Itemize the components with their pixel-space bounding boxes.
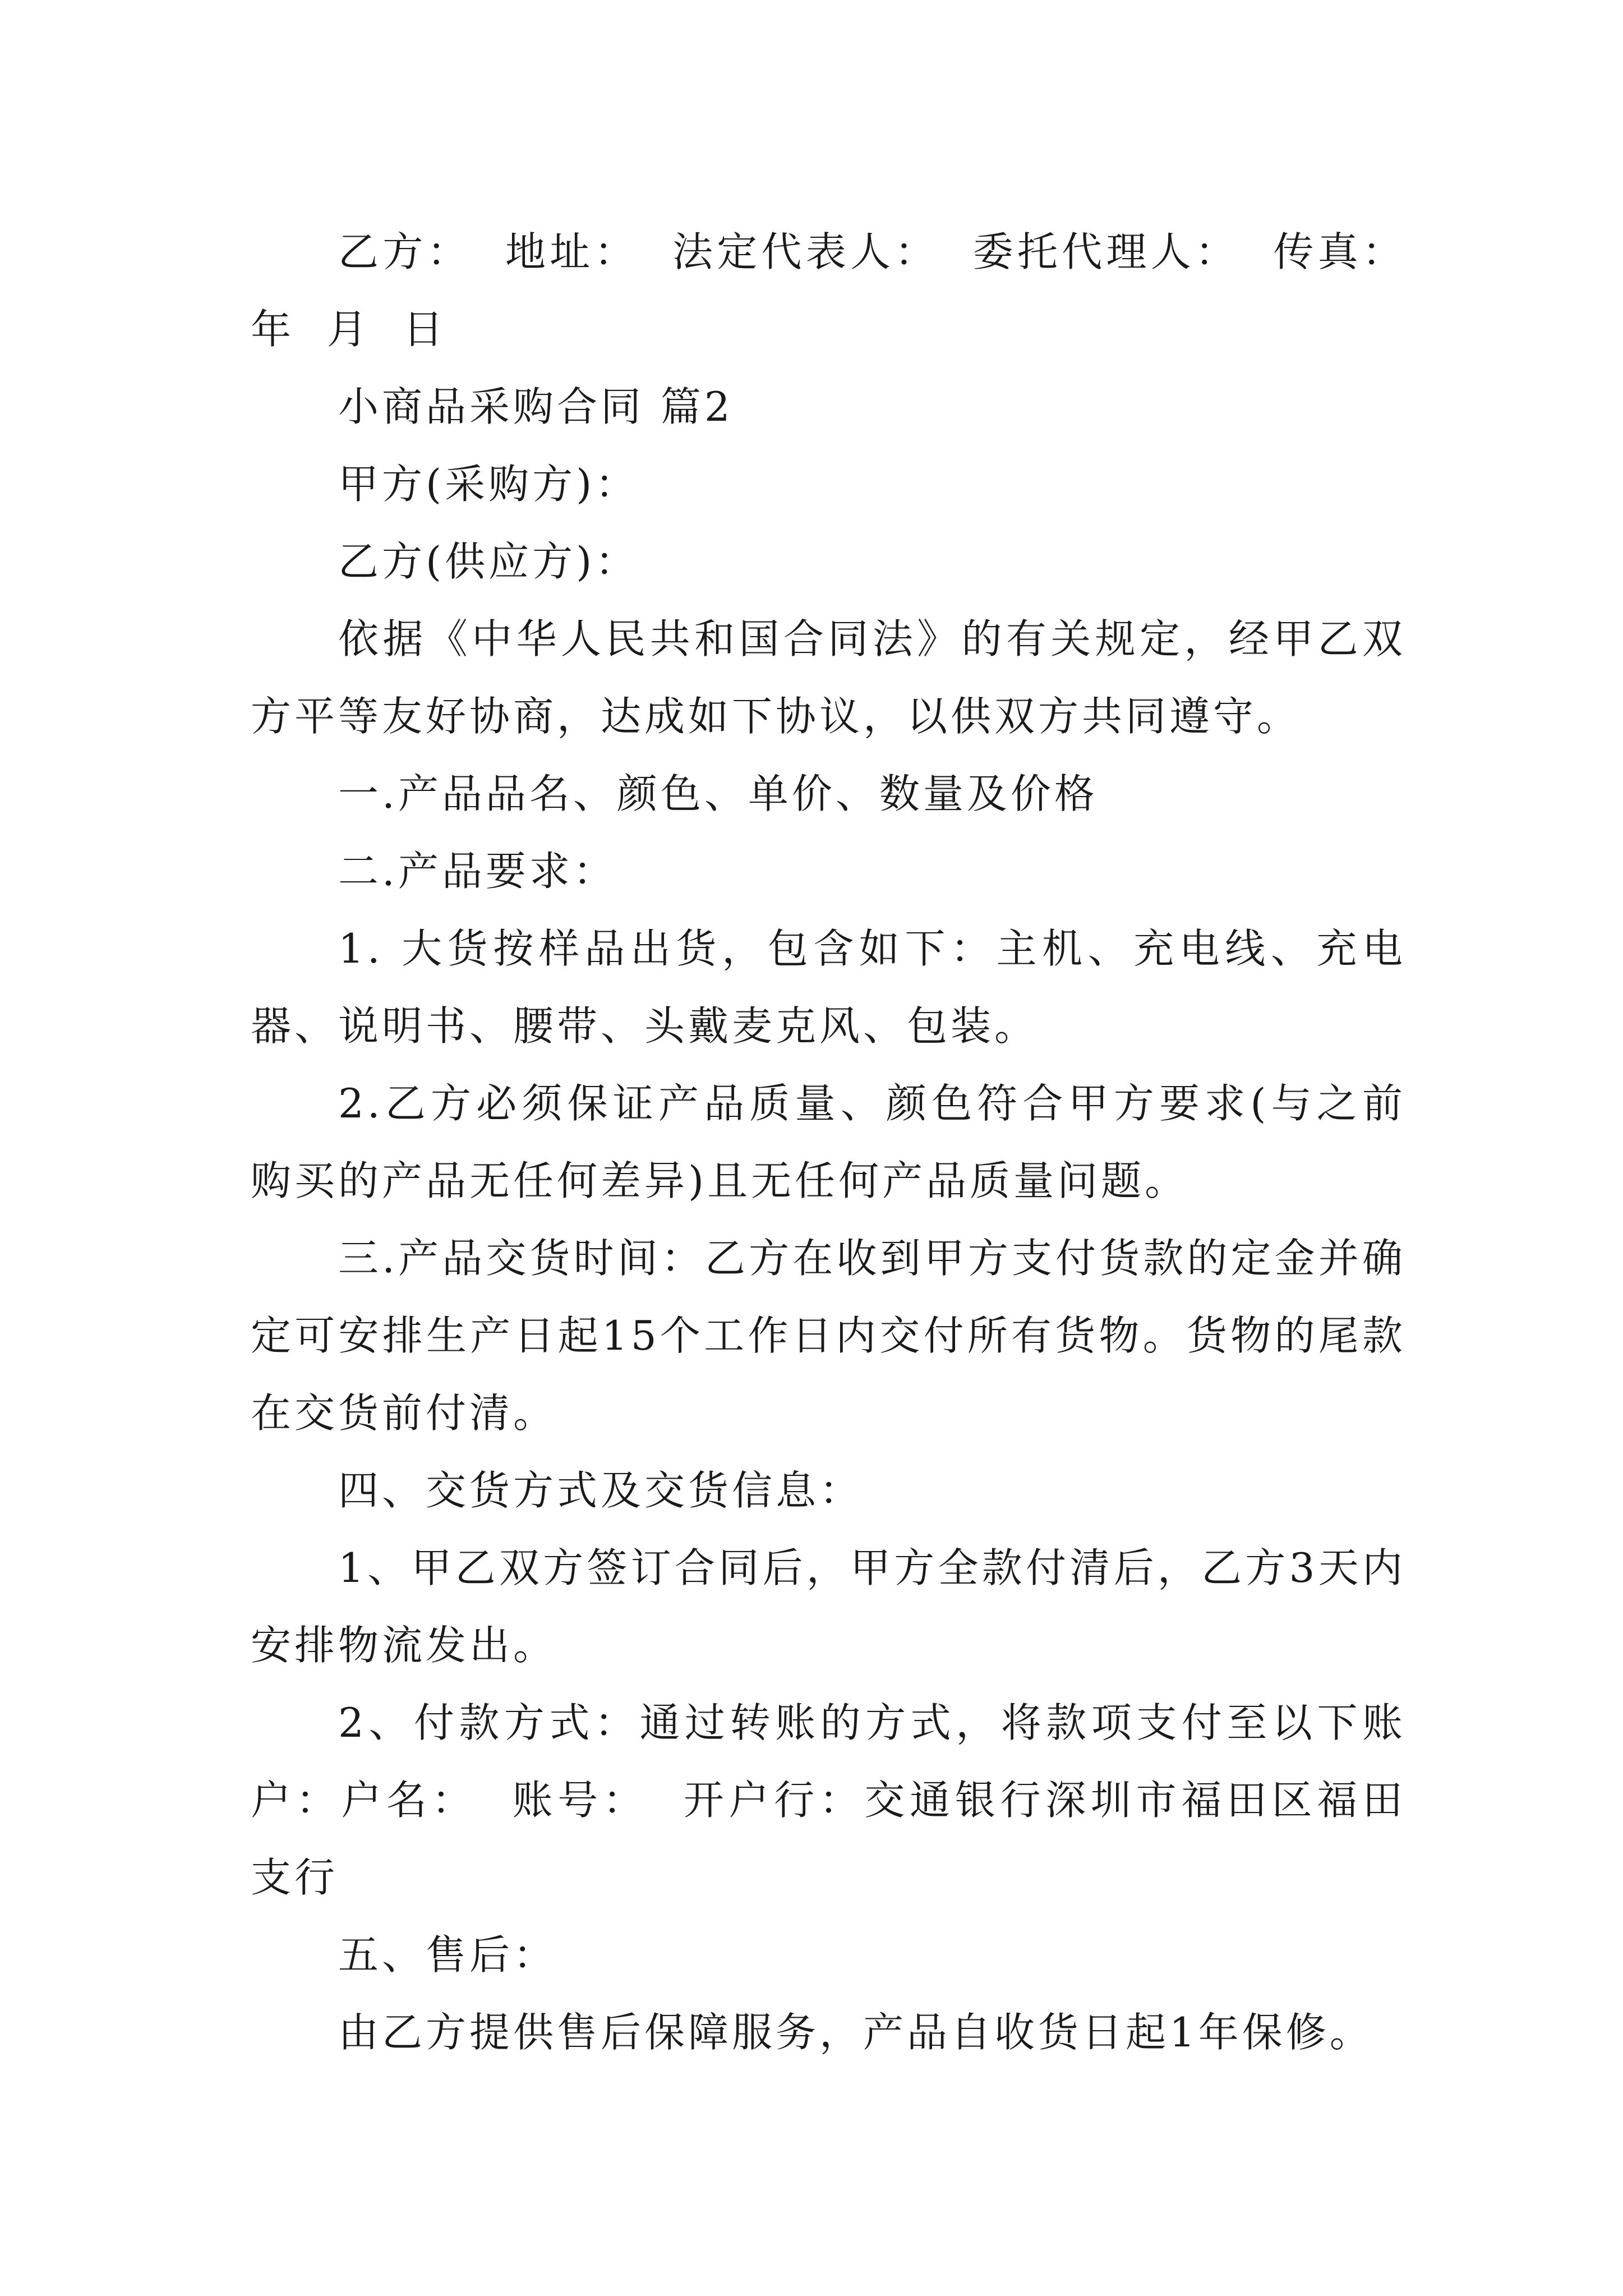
section-3-paragraph: 三.产品交货时间：乙方在收到甲方支付货款的定金并确定可安排生产日起15个工作日内交付所有货物。货物的尾款在交货前付清。 <box>251 1235 1406 1437</box>
section-4-item-1: 1、甲乙双方签订合同后，甲方全款付清后，乙方3天内安排物流发出。 <box>251 1544 1406 1669</box>
section-5-heading: 五、售后： <box>338 1931 557 1978</box>
party-b-line: 乙方(供应方)： <box>338 538 639 585</box>
section-1-heading: 一.产品品名、颜色、单价、数量及价格 <box>338 770 1098 817</box>
party-b-signature-line: 乙方： 地址： 法定代表人： 委托代理人： 传真： 年 月 日 <box>251 228 1438 353</box>
contract-heading: 小商品采购合同 篇2 <box>338 383 734 430</box>
section-4-item-2: 2、付款方式：通过转账的方式，将款项支付至以下账户：户名： 账号： 开户行：交通银行深圳市福田区福田支行 <box>251 1699 1406 1901</box>
party-a-line: 甲方(采购方)： <box>338 461 639 508</box>
section-2-heading: 二.产品要求： <box>338 848 617 895</box>
preamble-paragraph: 依据《中华人民共和国合同法》的有关规定，经甲乙双方平等友好协商，达成如下协议，以供双方共同遵守。 <box>251 615 1406 740</box>
document-body <box>251 213 1438 2071</box>
section-4-heading: 四、交货方式及交货信息： <box>338 1467 864 1514</box>
section-5-paragraph: 由乙方提供售后保障服务，产品自收货日起1年保修。 <box>338 2009 1373 2056</box>
section-2-item-2: 2.乙方必须保证产品质量、颜色符合甲方要求(与之前购买的产品无任何差异)且无任何产品质量问题。 <box>251 1080 1406 1204</box>
section-2-item-1: 1. 大货按样品出货，包含如下：主机、充电线、充电器、说明书、腰带、头戴麦克风、包装。 <box>251 925 1406 1050</box>
